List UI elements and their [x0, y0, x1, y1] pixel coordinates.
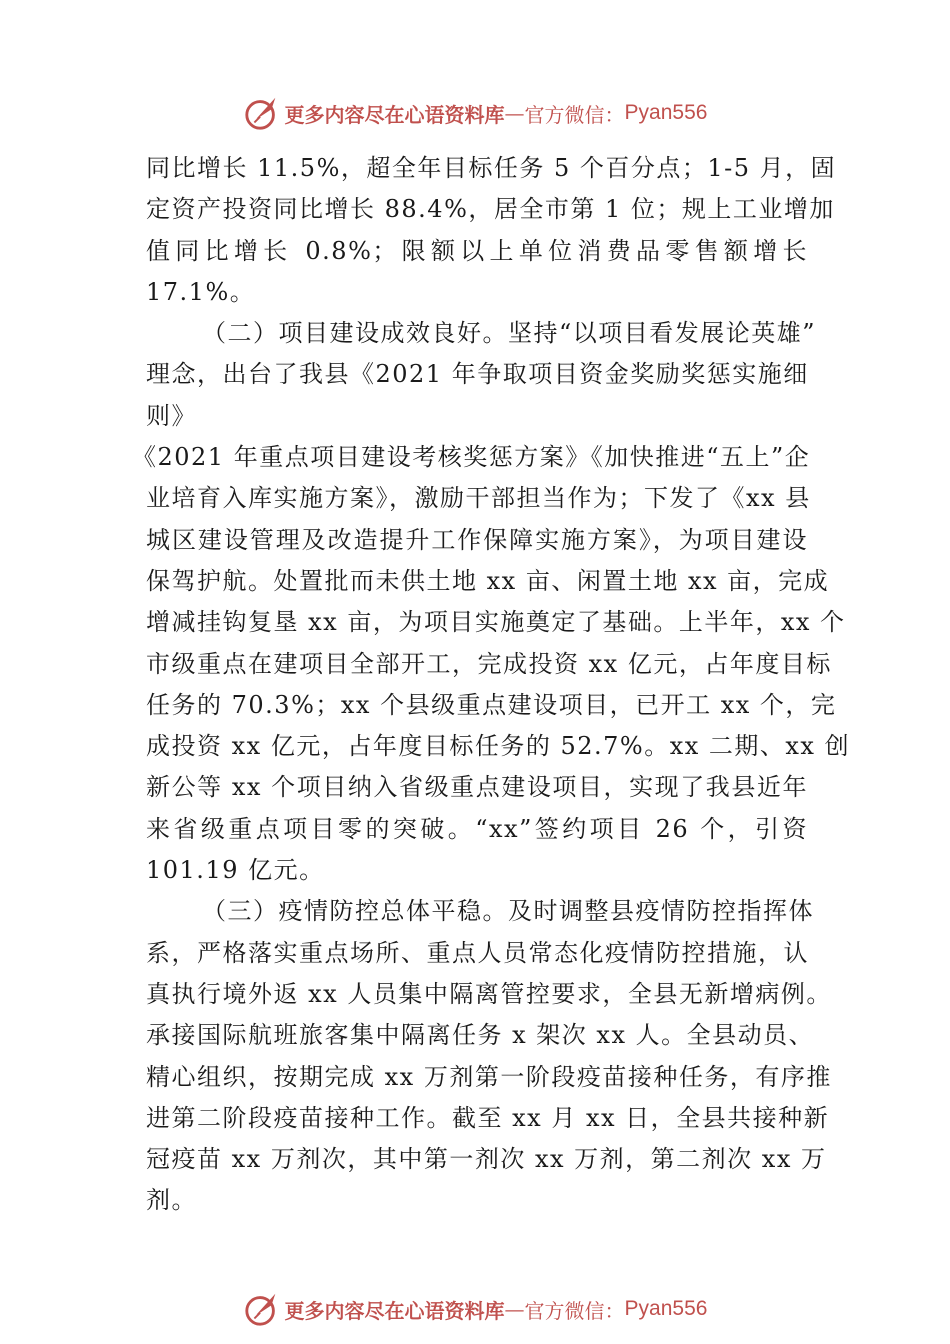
text-line: 成投资 xx 亿元，占年度目标任务的 52.7%。xx 二期、xx 创: [146, 732, 851, 761]
header-watermark: [0, 93, 950, 133]
text-line: 来省级重点项目零的突破。“xx”签约项目 26 个，引资: [146, 814, 808, 843]
text-line: 101.19 亿元。: [146, 856, 325, 885]
text-line: 同比增长 11.5%，超全年目标任务 5 个百分点；1-5 月，固: [146, 154, 837, 182]
document-body: [132, 148, 851, 1222]
watermark-label: 官方微信：: [524, 1298, 625, 1323]
text-line: 真执行境外返 xx 人员集中隔离管控要求，全县无新增病例。: [146, 979, 832, 1008]
watermark-wechat-id: Pyan556: [624, 1297, 708, 1320]
text-line: 剂。: [146, 1186, 197, 1215]
text-line: 业培育入库实施方案》，激励干部担当作为；下发了《xx 县: [146, 484, 811, 513]
watermark-brand: 更多内容尽在心语资料库: [284, 1298, 505, 1323]
text-line: 精心组织，按期完成 xx 万剂第一阶段疫苗接种任务，有序推: [146, 1062, 832, 1091]
quill-logo-icon: [243, 94, 281, 132]
text-line: 17.1%。: [146, 277, 256, 306]
text-line: 值同比增长 0.8%；限额以上单位消费品零售额增长: [146, 236, 808, 265]
text-line: 则》: [146, 401, 197, 430]
watermark-label: 官方微信：: [524, 102, 625, 127]
watermark-wechat-id: Pyan556: [624, 101, 708, 124]
text-line: 承接国际航班旅客集中隔离任务 x 架次 xx 人。全县动员、: [146, 1021, 815, 1050]
text-line: 任务的 70.3%；xx 个县级重点建设项目，已开工 xx 个，完: [146, 690, 837, 719]
text-line: 保驾护航。处置批而未供土地 xx 亩、闲置土地 xx 亩，完成: [146, 566, 830, 595]
text-line: 新公等 xx 个项目纳入省级重点建设项目，实现了我县近年: [146, 773, 808, 802]
section-heading-line: （二）项目建设成效良好。坚持“以项目看发展论英雄”: [202, 319, 817, 348]
watermark-brand: 更多内容尽在心语资料库: [284, 102, 505, 127]
text-line: 城区建设管理及改造提升工作保障实施方案》，为项目建设: [146, 525, 808, 554]
footer-watermark: [0, 1289, 950, 1329]
text-line: 增减挂钩复垦 xx 亩，为项目实施奠定了基础。上半年，xx 个: [146, 608, 846, 637]
text-line: 冠疫苗 xx 万剂次，其中第一剂次 xx 万剂，第二剂次 xx 万: [146, 1145, 827, 1174]
text-line: 《2021 年重点项目建设考核奖惩方案》《加快推进“五上”企: [132, 443, 811, 472]
text-line: 系，严格落实重点场所、重点人员常态化疫情防控措施，认: [146, 938, 809, 967]
watermark-separator: —: [504, 1297, 525, 1321]
text-line: 进第二阶段疫苗接种工作。截至 xx 月 xx 日，全县共接种新: [146, 1103, 830, 1132]
section-heading-line: （三）疫情防控总体平稳。及时调整县疫情防控指挥体: [202, 897, 814, 926]
watermark-separator: —: [504, 101, 525, 125]
text-line: 理念，出台了我县《2021 年争取项目资金奖励奖惩实施细: [146, 360, 809, 389]
quill-logo-icon: [243, 1290, 281, 1328]
text-line: 定资产投资同比增长 88.4%，居全市第 1 位；规上工业增加: [146, 195, 835, 224]
text-line: 市级重点在建项目全部开工，完成投资 xx 亿元，占年度目标: [146, 649, 832, 678]
